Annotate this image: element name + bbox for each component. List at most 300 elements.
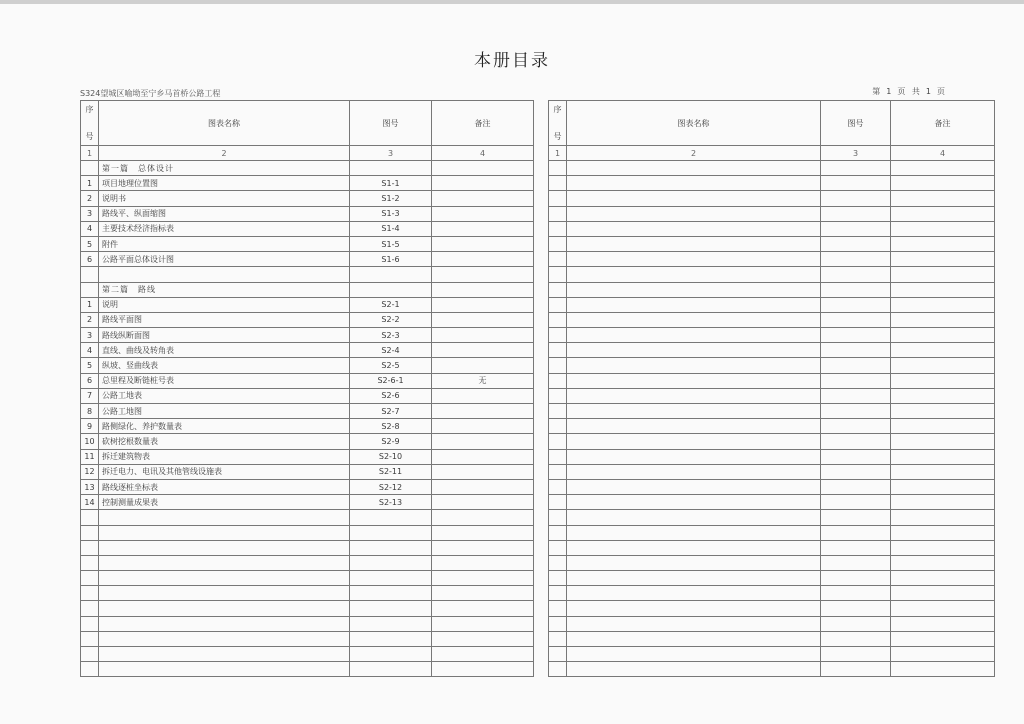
remark — [432, 297, 534, 312]
table-header-row — [549, 101, 995, 146]
drawing-code — [350, 631, 432, 646]
drawing-name: 拆迁建筑物表 — [99, 449, 350, 464]
row-number — [549, 252, 567, 267]
drawing-name: 公路工地图 — [99, 404, 350, 419]
drawing-name — [99, 571, 350, 586]
drawing-code — [821, 601, 891, 616]
table-row — [549, 510, 995, 525]
drawing-name — [99, 267, 350, 282]
remark — [891, 221, 995, 236]
row-number — [81, 267, 99, 282]
table-row — [549, 267, 995, 282]
drawing-name — [99, 662, 350, 677]
drawing-name — [567, 312, 821, 327]
row-number — [549, 510, 567, 525]
table-row — [549, 631, 995, 646]
drawing-name — [567, 510, 821, 525]
drawing-name: 控制测量成果表 — [99, 495, 350, 510]
drawing-name — [567, 479, 821, 494]
table-row — [81, 176, 534, 191]
drawing-name — [567, 191, 821, 206]
drawing-code: S2-2 — [350, 312, 432, 327]
drawing-name — [99, 555, 350, 570]
remark — [891, 571, 995, 586]
drawing-code — [350, 267, 432, 282]
row-number: 6 — [81, 373, 99, 388]
remark — [891, 631, 995, 646]
remark — [891, 449, 995, 464]
table-row — [81, 525, 534, 540]
name-header: 图表名称 — [567, 101, 821, 146]
table-row — [549, 388, 995, 403]
drawing-name: 公路工地表 — [99, 388, 350, 403]
remark-header: 备注 — [891, 101, 995, 146]
remark — [891, 601, 995, 616]
drawing-code — [821, 206, 891, 221]
remark — [432, 206, 534, 221]
table-row — [549, 586, 995, 601]
drawing-name — [567, 176, 821, 191]
table-row — [549, 449, 995, 464]
table-row — [81, 434, 534, 449]
drawing-name — [99, 525, 350, 540]
row-number: 13 — [81, 479, 99, 494]
row-number — [549, 601, 567, 616]
remark — [432, 586, 534, 601]
page-info-prefix: 第 — [872, 87, 881, 96]
drawing-code: S2-3 — [350, 328, 432, 343]
table-row — [81, 540, 534, 555]
row-number: 7 — [81, 388, 99, 403]
table-row — [549, 236, 995, 251]
drawing-name: 纵坡、竖曲线表 — [99, 358, 350, 373]
row-number — [549, 404, 567, 419]
page-title: 本册目录 — [474, 51, 550, 71]
drawing-code — [821, 161, 891, 176]
remark — [432, 343, 534, 358]
row-number — [549, 343, 567, 358]
drawing-code: S2-9 — [350, 434, 432, 449]
drawing-code — [821, 479, 891, 494]
row-number — [549, 495, 567, 510]
drawing-name — [567, 236, 821, 251]
table-row — [549, 297, 995, 312]
drawing-name — [567, 373, 821, 388]
row-number — [81, 555, 99, 570]
remark — [432, 631, 534, 646]
table-row — [81, 161, 534, 176]
remark — [891, 191, 995, 206]
remark — [891, 555, 995, 570]
drawing-code — [821, 221, 891, 236]
remark — [891, 647, 995, 662]
row-number — [549, 328, 567, 343]
page-info-current: 1 — [886, 87, 892, 96]
table-row — [81, 555, 534, 570]
drawing-name: 路线纵断面图 — [99, 328, 350, 343]
drawing-code: S2-4 — [350, 343, 432, 358]
remark — [891, 464, 995, 479]
drawing-name: 直线、曲线及转角表 — [99, 343, 350, 358]
drawing-code — [350, 540, 432, 555]
drawing-name — [567, 434, 821, 449]
drawing-name — [567, 297, 821, 312]
table-header-row — [81, 101, 534, 146]
name-header: 图表名称 — [99, 101, 350, 146]
section-title: 第二篇 路线 — [99, 282, 350, 297]
drawing-code — [821, 540, 891, 555]
drawing-name: 说明书 — [99, 191, 350, 206]
table-row — [81, 464, 534, 479]
project-name: S324望城区喻坳至宁乡马首桥公路工程 — [80, 89, 221, 98]
drawing-name — [567, 449, 821, 464]
drawing-code: S2-13 — [350, 495, 432, 510]
drawing-name: 公路平面总体设计图 — [99, 252, 350, 267]
remark — [891, 252, 995, 267]
drawing-code: S1-4 — [350, 221, 432, 236]
column-number-row — [549, 146, 995, 161]
row-number — [81, 647, 99, 662]
row-number — [81, 571, 99, 586]
remark — [432, 601, 534, 616]
drawing-name — [567, 586, 821, 601]
remark — [891, 282, 995, 297]
drawing-name — [567, 647, 821, 662]
table-row — [549, 525, 995, 540]
drawing-code — [350, 662, 432, 677]
remark — [891, 434, 995, 449]
drawing-code: S1-2 — [350, 191, 432, 206]
row-number: 1 — [81, 176, 99, 191]
drawing-code — [821, 388, 891, 403]
row-number — [549, 449, 567, 464]
row-number — [81, 601, 99, 616]
row-number — [549, 358, 567, 373]
drawing-name — [567, 252, 821, 267]
drawing-code: S1-6 — [350, 252, 432, 267]
table-row — [81, 601, 534, 616]
table-row — [81, 419, 534, 434]
remark — [891, 616, 995, 631]
drawing-code — [350, 616, 432, 631]
drawing-code: S1-5 — [350, 236, 432, 251]
drawing-name — [567, 282, 821, 297]
column-number-row — [81, 146, 534, 161]
row-number: 1 — [81, 297, 99, 312]
section-title: 第一篇 总体设计 — [99, 161, 350, 176]
table-row — [81, 206, 534, 221]
table-row — [549, 312, 995, 327]
row-number: 4 — [81, 221, 99, 236]
row-number: 6 — [81, 252, 99, 267]
drawing-name: 拆迁电力、电讯及其他管线设施表 — [99, 464, 350, 479]
drawing-code — [350, 647, 432, 662]
row-number — [549, 647, 567, 662]
drawing-name — [99, 616, 350, 631]
table-row — [549, 647, 995, 662]
column-number: 2 — [99, 146, 350, 161]
row-number — [81, 161, 99, 176]
remark — [432, 328, 534, 343]
remark — [432, 236, 534, 251]
row-number: 8 — [81, 404, 99, 419]
row-number — [549, 464, 567, 479]
table-row — [81, 297, 534, 312]
row-number — [549, 206, 567, 221]
table-row — [549, 601, 995, 616]
drawing-code: S2-6-1 — [350, 373, 432, 388]
table-row — [549, 571, 995, 586]
remark — [432, 616, 534, 631]
table-row — [81, 449, 534, 464]
remark — [891, 479, 995, 494]
drawing-code — [821, 571, 891, 586]
table-row — [81, 252, 534, 267]
row-number — [549, 616, 567, 631]
table-row — [549, 616, 995, 631]
row-number — [549, 434, 567, 449]
table-row — [81, 267, 534, 282]
table-row — [549, 373, 995, 388]
remark — [432, 404, 534, 419]
drawing-name: 项目地理位置图 — [99, 176, 350, 191]
row-number — [81, 525, 99, 540]
remark — [432, 434, 534, 449]
remark — [891, 312, 995, 327]
row-number: 12 — [81, 464, 99, 479]
drawing-name: 总里程及断链桩号表 — [99, 373, 350, 388]
page-info-mid: 页 共 — [897, 87, 920, 96]
table-row — [81, 236, 534, 251]
row-number — [549, 540, 567, 555]
remark — [891, 297, 995, 312]
drawing-name — [567, 631, 821, 646]
drawing-code — [821, 662, 891, 677]
drawing-code — [821, 282, 891, 297]
table-row — [81, 191, 534, 206]
table-row — [549, 206, 995, 221]
drawing-code: S2-1 — [350, 297, 432, 312]
drawing-name: 路侧绿化、养护数量表 — [99, 419, 350, 434]
drawing-code: S2-12 — [350, 479, 432, 494]
page-info-total: 1 — [925, 87, 931, 96]
drawing-name: 路线平面图 — [99, 312, 350, 327]
drawing-code — [821, 449, 891, 464]
remark — [891, 206, 995, 221]
row-number — [549, 373, 567, 388]
drawing-code: S1-1 — [350, 176, 432, 191]
table-row — [549, 191, 995, 206]
table-row — [549, 358, 995, 373]
column-number: 4 — [432, 146, 534, 161]
table-row — [549, 343, 995, 358]
table-row — [549, 161, 995, 176]
drawing-name: 砍树挖根数量表 — [99, 434, 350, 449]
remark — [891, 343, 995, 358]
row-number — [549, 191, 567, 206]
table-row — [81, 662, 534, 677]
drawing-name — [567, 161, 821, 176]
drawing-code: S2-10 — [350, 449, 432, 464]
table-row — [81, 373, 534, 388]
remark — [891, 328, 995, 343]
drawing-code — [821, 312, 891, 327]
row-number: 5 — [81, 236, 99, 251]
row-number — [81, 662, 99, 677]
drawing-code — [821, 176, 891, 191]
row-number — [549, 586, 567, 601]
drawing-code — [821, 343, 891, 358]
drawing-code — [821, 647, 891, 662]
drawing-code — [821, 267, 891, 282]
drawing-name — [567, 404, 821, 419]
table-row — [81, 571, 534, 586]
drawing-code — [821, 434, 891, 449]
drawing-code — [350, 571, 432, 586]
row-number — [81, 510, 99, 525]
table-row — [549, 495, 995, 510]
drawing-code — [350, 510, 432, 525]
drawing-code — [821, 555, 891, 570]
scan-top-edge — [0, 0, 1024, 4]
drawing-name — [99, 647, 350, 662]
row-number — [549, 221, 567, 236]
page-info — [869, 86, 948, 97]
code-header: 图号 — [821, 101, 891, 146]
drawing-name — [567, 206, 821, 221]
drawing-name — [99, 631, 350, 646]
table-row — [81, 388, 534, 403]
code-header: 图号 — [350, 101, 432, 146]
remark — [891, 586, 995, 601]
drawing-name — [567, 495, 821, 510]
remark — [891, 176, 995, 191]
row-number — [549, 419, 567, 434]
row-number — [549, 662, 567, 677]
row-number — [549, 297, 567, 312]
remark — [891, 267, 995, 282]
row-number — [549, 571, 567, 586]
drawing-code — [821, 252, 891, 267]
table-row — [81, 631, 534, 646]
drawing-name — [99, 601, 350, 616]
row-number — [81, 540, 99, 555]
row-number: 2 — [81, 312, 99, 327]
remark — [432, 267, 534, 282]
drawing-code: S2-5 — [350, 358, 432, 373]
remark — [891, 358, 995, 373]
drawing-code — [821, 404, 891, 419]
row-number: 9 — [81, 419, 99, 434]
row-number — [549, 312, 567, 327]
table-row — [549, 176, 995, 191]
column-number: 1 — [549, 146, 567, 161]
table-row — [549, 419, 995, 434]
remark — [891, 419, 995, 434]
row-number — [549, 479, 567, 494]
remark — [432, 540, 534, 555]
drawing-name — [567, 328, 821, 343]
column-number: 4 — [891, 146, 995, 161]
row-number: 14 — [81, 495, 99, 510]
remark — [891, 495, 995, 510]
remark — [432, 647, 534, 662]
row-number — [549, 161, 567, 176]
row-number — [81, 616, 99, 631]
drawing-code — [821, 616, 891, 631]
row-number — [549, 388, 567, 403]
table-row — [81, 404, 534, 419]
drawing-name — [567, 616, 821, 631]
remark — [432, 555, 534, 570]
table-row — [81, 358, 534, 373]
row-number: 5 — [81, 358, 99, 373]
drawing-code: S2-6 — [350, 388, 432, 403]
remark — [432, 419, 534, 434]
remark — [891, 662, 995, 677]
catalog-table-left — [80, 100, 534, 677]
row-number — [81, 631, 99, 646]
table-row — [81, 647, 534, 662]
row-number: 4 — [81, 343, 99, 358]
remark — [891, 404, 995, 419]
drawing-name: 主要技术经济指标表 — [99, 221, 350, 236]
table-row — [549, 540, 995, 555]
drawing-code — [821, 510, 891, 525]
drawing-code — [350, 601, 432, 616]
remark — [891, 236, 995, 251]
row-number — [549, 267, 567, 282]
row-number — [549, 236, 567, 251]
remark — [432, 358, 534, 373]
drawing-name — [567, 419, 821, 434]
column-number: 3 — [821, 146, 891, 161]
drawing-code — [821, 464, 891, 479]
remark — [432, 479, 534, 494]
remark — [432, 191, 534, 206]
remark — [891, 373, 995, 388]
drawing-name — [567, 388, 821, 403]
row-number — [81, 282, 99, 297]
remark — [891, 540, 995, 555]
table-row — [549, 479, 995, 494]
remark — [891, 161, 995, 176]
drawing-code — [821, 328, 891, 343]
table-row — [549, 404, 995, 419]
table-row — [81, 282, 534, 297]
drawing-code: S2-7 — [350, 404, 432, 419]
drawing-code — [821, 586, 891, 601]
column-number: 1 — [81, 146, 99, 161]
table-row — [81, 495, 534, 510]
table-row — [81, 328, 534, 343]
drawing-name — [567, 571, 821, 586]
remark — [432, 525, 534, 540]
row-number — [549, 176, 567, 191]
remark: 无 — [432, 373, 534, 388]
drawing-code — [821, 373, 891, 388]
remark — [891, 388, 995, 403]
drawing-name — [99, 510, 350, 525]
drawing-code — [821, 297, 891, 312]
table-row — [81, 616, 534, 631]
row-number — [549, 282, 567, 297]
row-number: 2 — [81, 191, 99, 206]
remark — [432, 510, 534, 525]
table-row — [81, 479, 534, 494]
drawing-code — [350, 161, 432, 176]
remark-header: 备注 — [432, 101, 534, 146]
